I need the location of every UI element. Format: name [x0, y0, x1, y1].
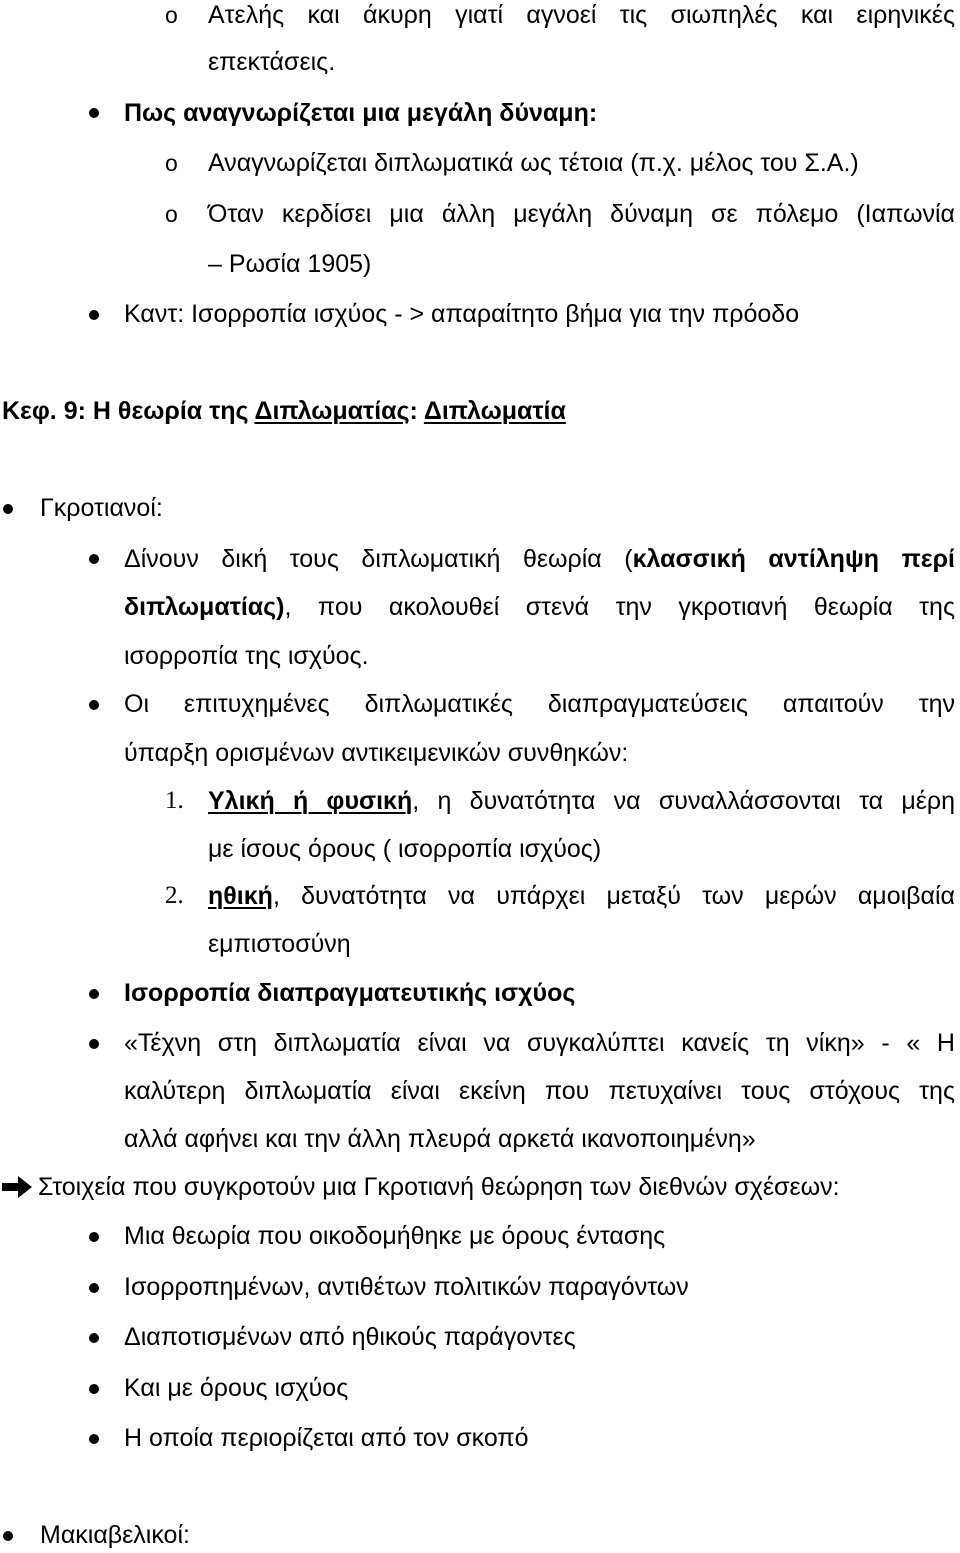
- text-line: Ισορροπία διαπραγματευτικής ισχύος: [124, 979, 576, 1007]
- bullet-icon: [89, 700, 99, 710]
- text-line: [208, 881, 955, 911]
- bullet-icon: [89, 310, 99, 320]
- heading-colon: :: [409, 397, 424, 425]
- text-line: Πως αναγνωρίζεται μια μεγάλη δύναμη:: [124, 99, 598, 127]
- bullet-icon: [89, 1434, 99, 1444]
- text-line: αλλά αφήνει και την άλλη πλευρά αρκετά ικανοποιημένη»: [124, 1125, 756, 1153]
- text-line: Γκροτιανοί:: [40, 494, 163, 522]
- text-run: , δυνατότητα να υπάρχει μεταξύ των μερών αμοιβαία: [272, 882, 955, 910]
- text-line: Αναγνωρίζεται διπλωματικά ως τέτοια (π.χ. μέλος του Σ.Α.): [208, 149, 859, 177]
- sub-bullet-icon: o: [165, 2, 178, 28]
- heading-prefix: Κεφ. 9: Η θεωρία της: [2, 397, 255, 425]
- bullet-icon: [89, 554, 99, 564]
- bullet-icon: [89, 1039, 99, 1049]
- text-line: [208, 786, 955, 816]
- text-line: Οι επιτυχημένες διπλωματικές διαπραγματεύσεις απαιτούν την: [124, 690, 955, 718]
- text-run-bold: διπλωματίας): [124, 593, 285, 621]
- bullet-icon: [89, 1333, 99, 1343]
- text-line: επεκτάσεις.: [208, 48, 336, 76]
- sub-bullet-icon: o: [165, 150, 178, 176]
- text-line: με ίσους όρους ( ισορροπία ισχύος): [208, 835, 602, 863]
- text-line: καλύτερη διπλωματία είναι εκείνη που πετυχαίνει τους στόχους της: [124, 1077, 955, 1105]
- text-run-bold: ηθική: [208, 882, 273, 910]
- text-line: «Τέχνη στη διπλωματία είναι να συγκαλύπτει κανείς τη νίκη» - « Η: [124, 1029, 955, 1057]
- bullet-icon: [89, 1283, 99, 1293]
- heading-diplomacy-2: Διπλωματία: [423, 397, 566, 425]
- text-run: , που ακολουθεί στενά την γκροτιανή θεωρία της: [284, 593, 955, 621]
- text-run: , η δυνατότητα να συναλλάσσονται τα μέρη: [412, 787, 955, 815]
- bullet-icon: [89, 1232, 99, 1242]
- text-line: Στοιχεία που συγκροτούν μια Γκροτιανή θεώρηση των διεθνών σχέσεων:: [38, 1173, 840, 1201]
- text-line: Ισορροπημένων, αντιθέτων πολιτικών παραγόντων: [124, 1273, 689, 1301]
- sub-bullet-icon: o: [165, 201, 178, 227]
- bullet-icon: [3, 504, 13, 514]
- bullet-icon: [89, 108, 99, 118]
- chapter-heading: [2, 396, 566, 426]
- text-run-bold: κλασσική αντίληψη περί: [632, 545, 955, 573]
- text-line: Διαποτισμένων από ηθικούς παράγοντες: [124, 1323, 576, 1351]
- list-number: 2.: [165, 882, 184, 909]
- text-line: – Ρωσία 1905): [208, 250, 372, 278]
- list-number: 1.: [165, 787, 184, 814]
- bullet-icon: [89, 1384, 99, 1394]
- text-line: Μακιαβελικοί:: [40, 1521, 190, 1549]
- right-arrow-icon: [2, 1176, 32, 1198]
- text-line: ύπαρξη ορισμένων αντικειμενικών συνθηκών:: [124, 739, 629, 767]
- text-line: Μια θεωρία που οικοδομήθηκε με όρους έντασης: [124, 1222, 666, 1250]
- text-line: Και με όρους ισχύος: [124, 1374, 349, 1402]
- bullet-icon: [89, 989, 99, 999]
- heading-diplomacy-1: Διπλωματίας: [254, 397, 410, 425]
- text-line: ισορροπία της ισχύος.: [124, 642, 369, 670]
- text-line: Όταν κερδίσει μια άλλη μεγάλη δύναμη σε πόλεμο (Ιαπωνία: [208, 200, 955, 228]
- text-line: Η οποία περιορίζεται από τον σκοπό: [124, 1424, 529, 1452]
- text-line: [124, 592, 955, 622]
- bullet-icon: [3, 1531, 13, 1541]
- text-line: Καντ: Ισορροπία ισχύος - > απαραίτητο βήμα για την πρόοδο: [124, 300, 800, 328]
- text-run: Δίνουν δική τους διπλωματική θεωρία (: [124, 545, 633, 573]
- text-line: Ατελής και άκυρη γιατί αγνοεί τις σιωπηλές και ειρηνικές: [208, 1, 955, 29]
- text-line: [124, 544, 955, 574]
- text-run-bold: Υλική ή φυσική: [208, 787, 413, 815]
- text-line: εμπιστοσύνη: [208, 930, 351, 958]
